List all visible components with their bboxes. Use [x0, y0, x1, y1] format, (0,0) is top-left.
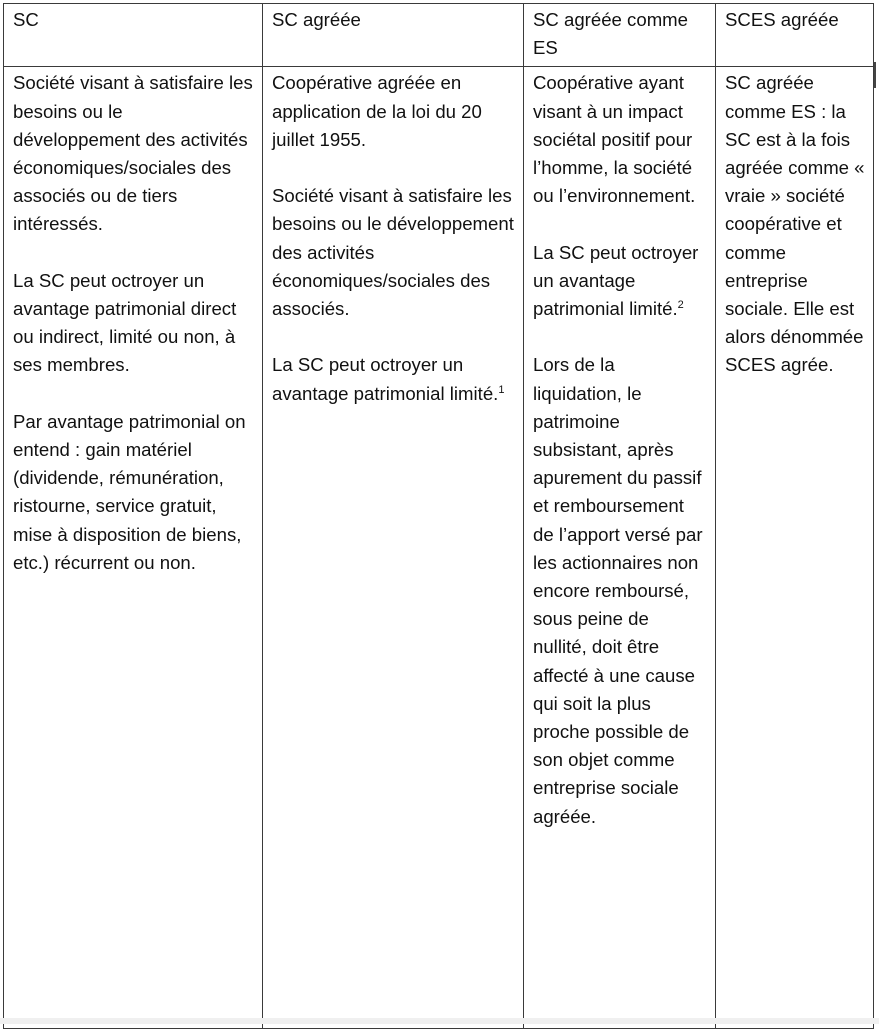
footnote-ref[interactable]: 2	[677, 299, 684, 312]
header-row	[4, 4, 874, 67]
paragraph	[13, 69, 254, 238]
paragraph-text: Société visant à satisfaire les besoins ou le développement des activités économiques/sociales des associés.	[272, 185, 514, 320]
cell-sc-agreee	[263, 67, 524, 1029]
paragraph	[533, 351, 707, 830]
paragraph	[13, 408, 254, 577]
paragraph-text: SC agréée comme ES : la SC est à la fois agréée comme « vraie » société coopérative et comme entreprise sociale. Elle est alors dénommée SCES agrée.	[725, 72, 865, 376]
paragraph	[272, 69, 515, 154]
paragraph-text: Par avantage patrimonial on entend : gain matériel (dividende, rémunération, ristourne, service gratuit, mise à disposition de biens, etc.) récurrent ou non.	[13, 410, 246, 573]
cell-sces-agreee	[716, 67, 874, 1029]
cell-sc-agreee-es	[524, 67, 716, 1029]
paragraph	[725, 69, 865, 379]
cell-sc	[4, 67, 263, 1029]
paragraph-text: La SC peut octroyer un avantage patrimonial limité.	[272, 354, 499, 404]
paragraph-text: Société visant à satisfaire les besoins ou le développement des activités économiques/sociales des associés ou de tiers intéressés.	[13, 72, 253, 235]
body-row	[4, 67, 874, 1029]
header-sc-agreee: SC agréée	[263, 4, 524, 67]
header-sc: SC	[4, 4, 263, 67]
footnote-ref[interactable]: 1	[498, 383, 505, 396]
paragraph	[533, 69, 707, 210]
header-sc-agreee-es: SC agréée comme ES	[524, 4, 716, 67]
paragraph-text: La SC peut octroyer un avantage patrimonial limité.	[533, 241, 699, 320]
text-cursor-mark	[874, 62, 876, 88]
paragraph-text: Coopérative ayant visant à un impact sociétal positif pour l’homme, la société ou l’environnement.	[533, 72, 696, 207]
paragraph	[13, 267, 254, 380]
paragraph-text: Lors de la liquidation, le patrimoine subsistant, après apurement du passif et remboursement de l’apport versé par les actionnaires non encore remboursé, sous peine de nullité, doit être affecté à une cause qui soit la plus proche possible de son objet comme entreprise sociale agréée.	[533, 354, 703, 827]
paragraph	[533, 239, 707, 324]
paragraph-text: La SC peut octroyer un avantage patrimonial direct ou indirect, limité ou non, à ses membres.	[13, 269, 237, 376]
bottom-strip	[0, 1018, 879, 1024]
comparison-table	[3, 3, 874, 1029]
header-sces-agreee: SCES agréée	[716, 4, 874, 67]
paragraph-text: Coopérative agréée en application de la loi du 20 juillet 1955.	[272, 72, 482, 150]
paragraph	[272, 182, 515, 323]
paragraph	[272, 351, 515, 407]
